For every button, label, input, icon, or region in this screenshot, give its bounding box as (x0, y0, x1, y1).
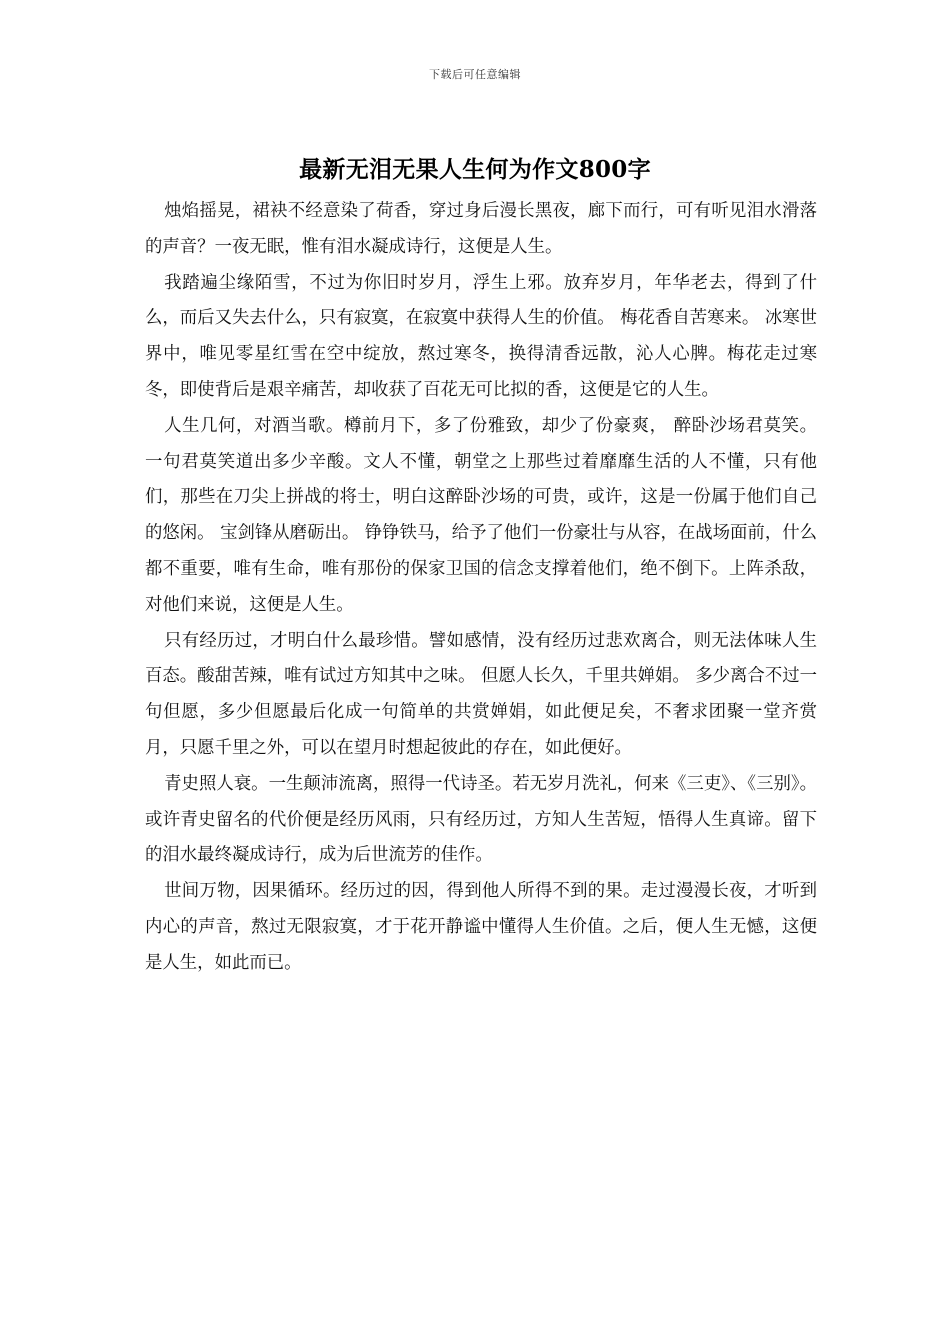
paragraph-4: 只有经历过，才明白什么最珍惜。譬如感情，没有经历过悲欢离合，则无法体味人生百态。酸甜苦辣，唯有试过方知其中之味。 但愿人长久，千里共婵娟。 多少离合不过一句但愿，多少但愿最后化成一句简单的共赏婵娟，如此便足矣，不奢求团聚一堂齐赏月，只愿千里之外，可以在望月时想起彼此的存在，如此便好。 (145, 630, 817, 758)
document-title: 最新无泪无果人生何为作文800字 (299, 156, 651, 183)
paragraph-2: 我踏遍尘缘陌雪，不过为你旧时岁月，浮生上邪。放弃岁月，年华老去，得到了什么，而后又失去什么，只有寂寞，在寂寞中获得人生的价值。 梅花香自苦寒来。 冰寒世界中，唯见零星红雪在空中绽放，熬过寒冬，换得清香远散，沁人心脾。梅花走过寒冬，即使背后是艰辛痛苦，却收获了百花无可比拟的香，这便是它的人生。 (145, 272, 817, 400)
essay-body (145, 194, 817, 982)
header-note: 下载后可任意编辑 (429, 68, 521, 81)
paragraph-5: 青史照人衰。一生颠沛流离，照得一代诗圣。若无岁月洗礼，何来《三吏》、《三别》。或许青史留名的代价便是经历风雨，只有经历过，方知人生苦短，悟得人生真谛。留下的泪水最终凝成诗行，成为后世流芳的佳作。 (145, 773, 817, 866)
paragraph-1: 烛焰摇晃，裙袂不经意染了荷香，穿过身后漫长黑夜，廊下而行，可有听见泪水滑落的声音？一夜无眠，惟有泪水凝成诗行，这便是人生。 (145, 201, 817, 257)
paragraph-3: 人生几何，对酒当歌。樽前月下，多了份雅致，却少了份豪爽， 醉卧沙场君莫笑。 一句君莫笑道出多少辛酸。文人不懂，朝堂之上那些过着靡靡生活的人不懂，只有他们，那些在刀尖上拼战的将士，明白这醉卧沙场的可贵，或许，这是一份属于他们自己的悠闲。 宝剑锋从磨砺出。 铮铮铁马，给予了他们一份豪壮与从容，在战场面前，什么都不重要，唯有生命，唯有那份的保家卫国的信念支撑着他们，绝不倒下。上阵杀敌，对他们来说，这便是人生。 (145, 415, 817, 615)
paragraph-6: 世间万物，因果循环。经历过的因，得到他人所得不到的果。走过漫漫长夜，才听到内心的声音，熬过无限寂寞，才于花开静谧中懂得人生价值。之后，便人生无憾，这便是人生，如此而已。 (145, 881, 817, 973)
